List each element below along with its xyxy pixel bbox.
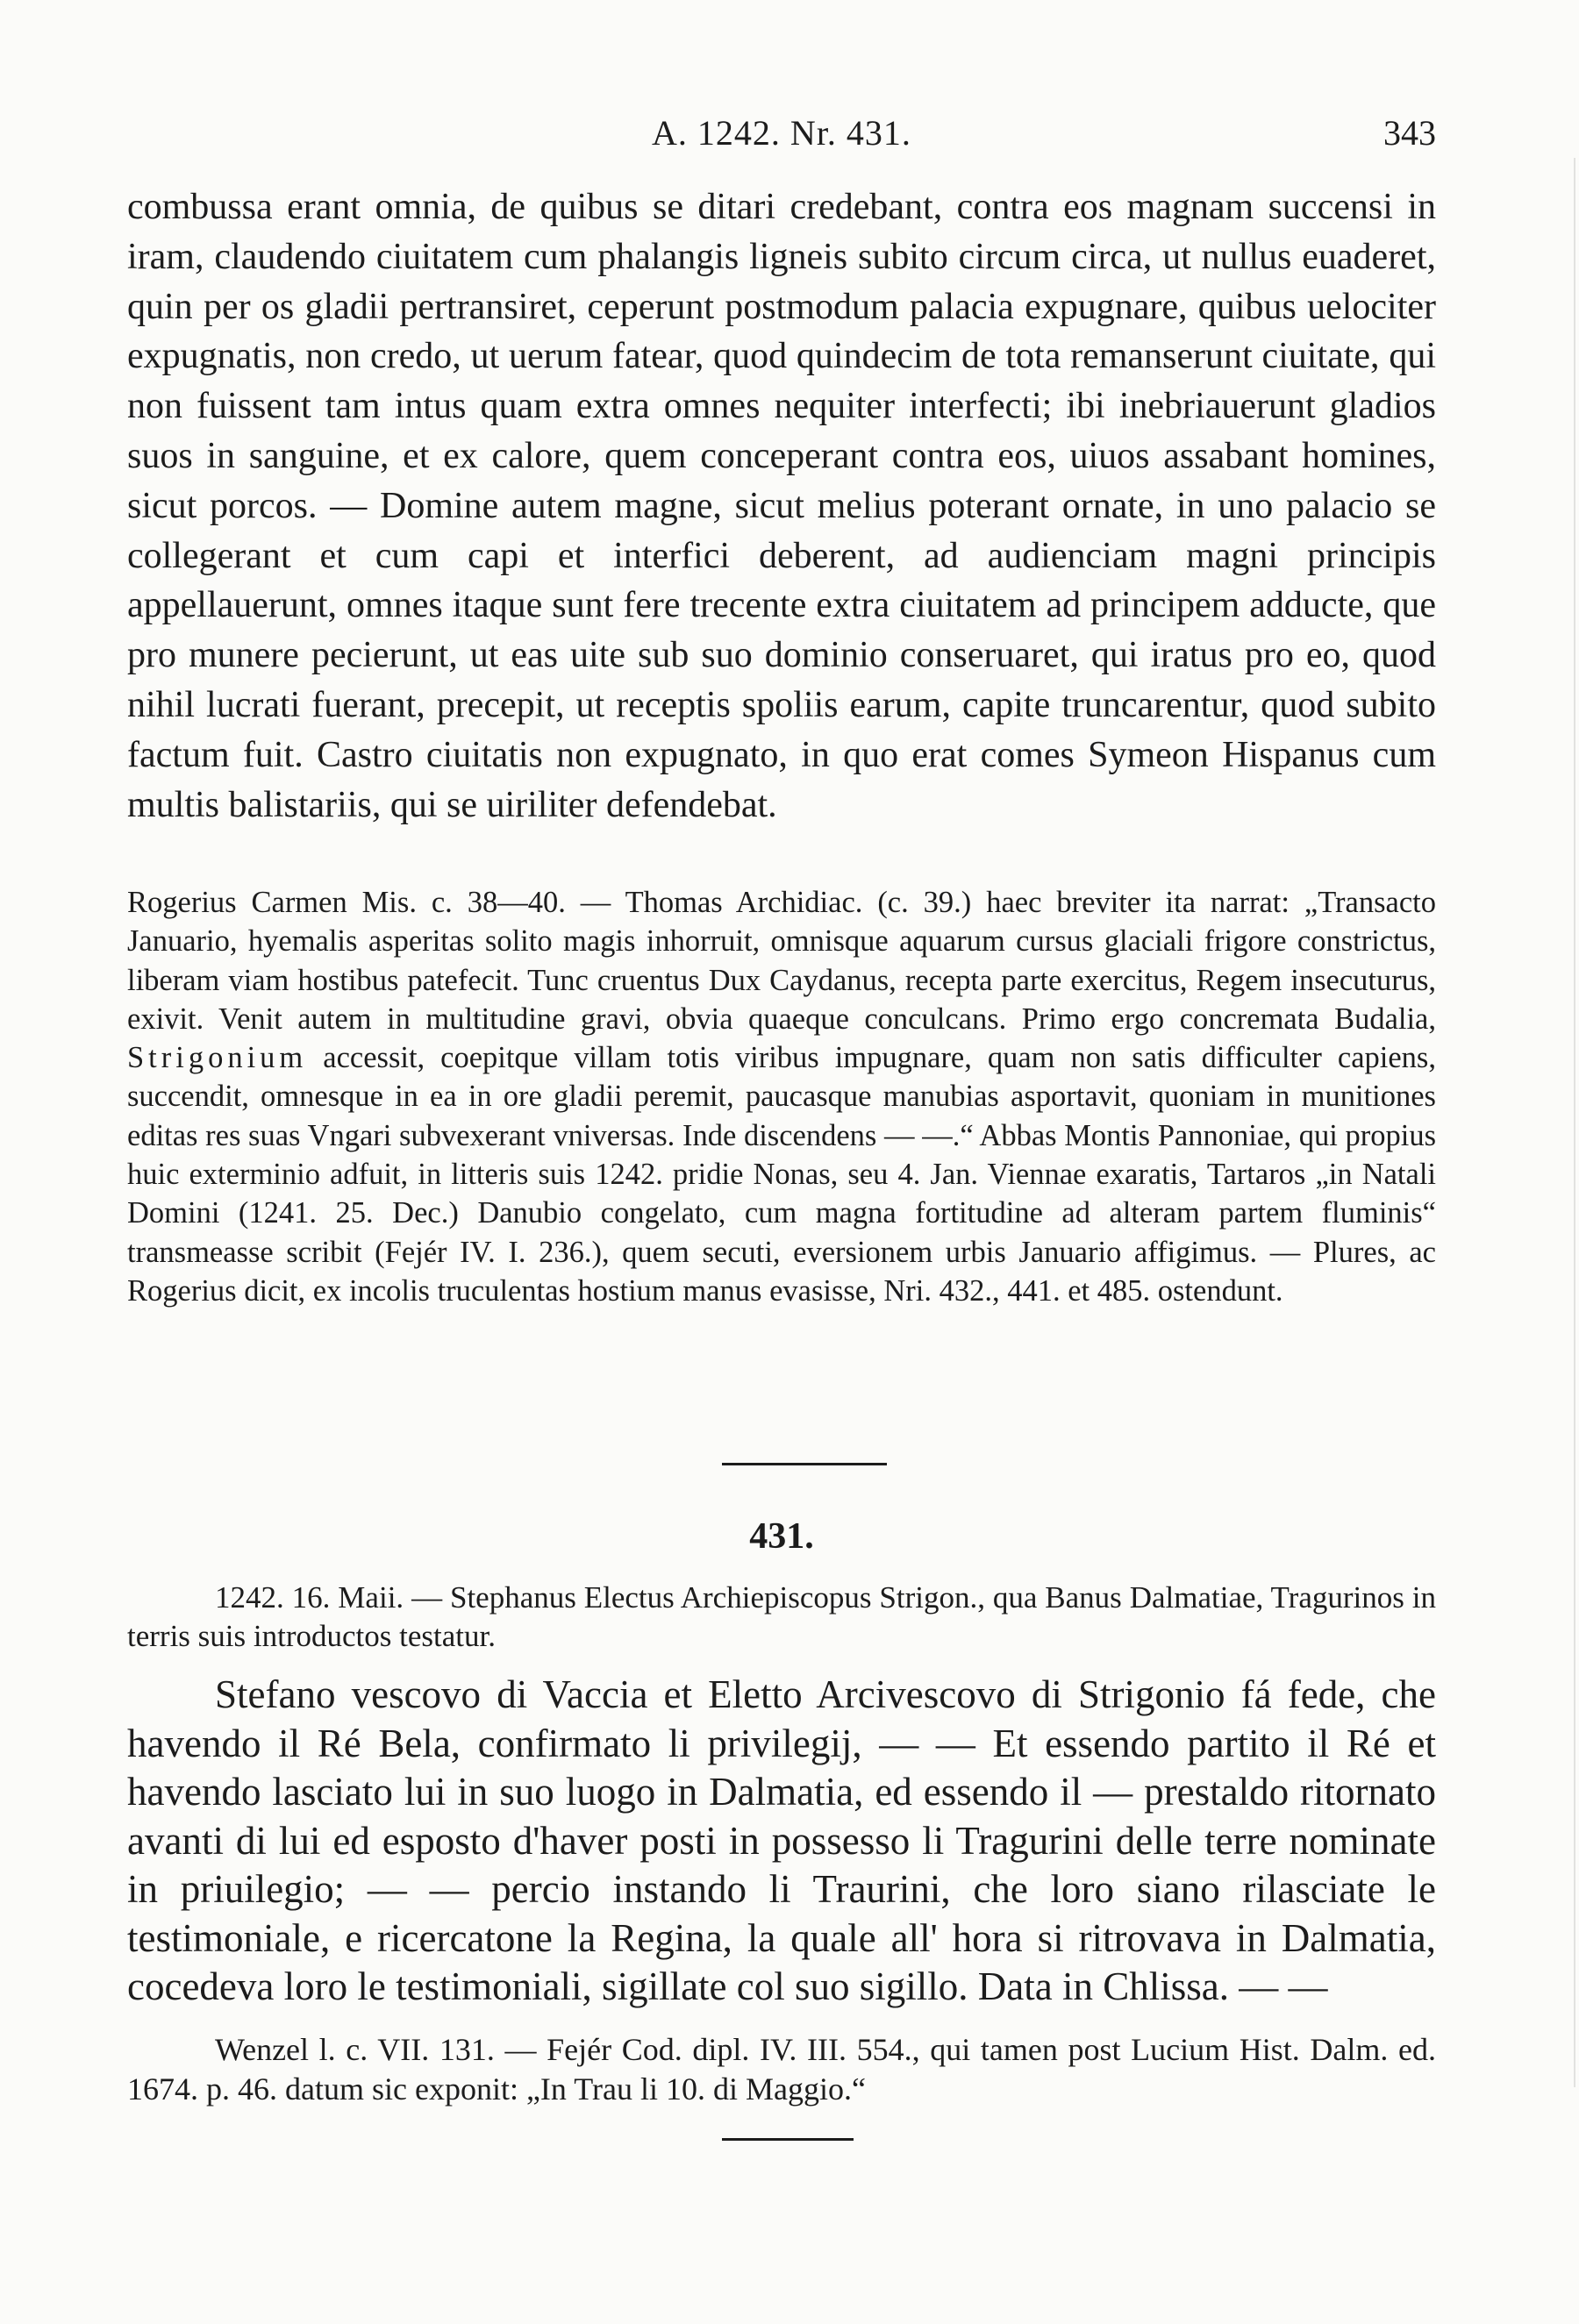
document-number: 431. [749, 1516, 814, 1557]
document-references: Wenzel l. c. VII. 131. — Fejér Cod. dipl. IV. III. 554., qui tamen post Lucium Hist. Dalm. ed. 1674. p. 46. datum sic exponit: „In Trau li 10. di Maggio.“ [127, 2032, 1436, 2107]
running-head: A. 1242. Nr. 431. [652, 113, 911, 153]
note-text-after: accessit, coepitque villam totis viribus impugnare, quam non satis difficulter capiens, succendit, omnesque in ea in ore gladii peremit, paucasque manubias asportavit, quoniam in munitiones editas res suas Vngari subvexerant vniversas. Inde discendens — —.“ Abbas Montis Pannoniae, qui propius huic exterminio adfuit, in litteris suis 1242. pridie Nonas, seu 4. Jan. Viennae exaratis, Tartaros „in Natali Domini (1241. 25. Dec.) Danubio congelato, cum magna fortitudine ad alteram partem fluminis“ transmeasse scribit (Fejér IV. I. 236.), quem secuti, eversionem urbis Januario affigimus. — Plures, ac Rogerius dicit, ex incolis truculentas hostium manus evasisse, Nri. 432., 441. et 485. ostendunt. [127, 1041, 1436, 1308]
scan-edge [1574, 158, 1575, 2087]
note-spaced-word: Strigonium [127, 1041, 308, 1075]
page-header [127, 112, 1436, 156]
document-text: Stefano vescovo di Vaccia et Eletto Arcivescovo di Strigonio fá fede, che havendo il Ré Bela, confirmato li privilegij, — — Et essendo partito il Ré et havendo lasciato lui in suo luogo in Dalmatia, ed essendo il — prestaldo ritornato avanti di lui ed esposto d'haver posti in possesso li Tragurini delle terre nominate in priuilegio; — — percio instando li Traurini, che loro siano rilasciate le testimoniale, e ricercatone la Regina, la quale all' hora si ritrovava in Dalmatia, cocedeva loro le testimoniali, sigillate col suo sigillo. Data in Chlissa. — — [127, 1672, 1436, 2008]
document-regest: 1242. 16. Maii. — Stephanus Electus Archiepiscopus Strigon., qua Banus Dalmatiae, Tragurinos in terris suis introductos testatur. [127, 1580, 1436, 1653]
note-text-before: Rogerius Carmen Mis. c. 38—40. — Thomas Archidiac. (c. 39.) haec breviter ita narrat: „Transacto Januario, hyemalis asperitas solito magis inhorruit, omnisque aquarum cursus glaciali frigore constrictus, liberam viam hostibus patefecit. Tunc cruentus Dux Caydanus, recepta parte exercitus, Regem insecuturus, exivit. Venit autem in multitudine gravi, obvia quaeque conculcans. Primo ergo concremata Budalia, [127, 886, 1436, 1036]
section-divider [722, 1463, 887, 1465]
chronicle-text: combussa erant omnia, de quibus se ditari credebant, contra eos magnam succensi in iram, claudendo ciuitatem cum phalangis ligneis subito circum circa, ut nullus euaderet, quin per os gladii pertransiret, ceperunt postmodum palacia expugnare, quibus uelociter expugnatis, non credo, ut uerum fatear, quod quindecim de tota remanserunt ciuitate, qui non fuissent tam intus quam extra omnes nequiter interfecti; ibi inebriauerunt gladios suos in sanguine, et ex calore, quem conceperant contra eos, uiuos assabant homines, sicut porcos. — Domine autem magne, sicut melius poterant ornate, in uno palacio se collegerant et cum capi et interfici deberent, ad audienciam magni principis appellauerunt, omnes itaque sunt fere trecente extra ciuitatem ad principem adducte, que pro munere pecierunt, ut eas uite sub suo dominio conseruaret, qui iratus pro eo, quod nihil lucrati fuerant, precepit, ut receptis spoliis earum, capite truncarentur, quod subito factum fuit. Castro ciuitatis non expugnato, in quo erat comes Symeon Hispanus cum multis balistariis, qui se uiriliter defendebat. [127, 187, 1436, 825]
closing-divider [722, 2138, 854, 2141]
editorial-note [127, 883, 1436, 1310]
page-number: 343 [1383, 113, 1436, 153]
